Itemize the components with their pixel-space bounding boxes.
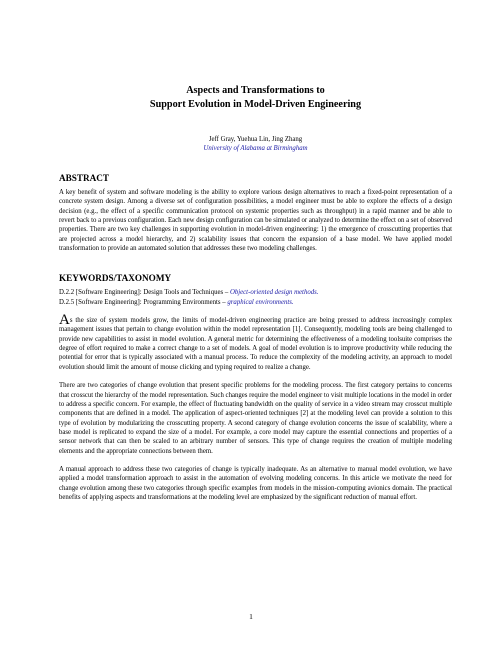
- abstract-body: A key benefit of system and software modeling is the ability to explore various design alternatives to reach a fixed-point representation of a concrete system design. Among a diverse set of configuration possibilities, a model engineer must be able to explore the effects of a design decision (e.g., the effect of a specific communication protocol on systemic properties such as throughput) in a rapid manner and be able to revert back to a previous configuration. Each new design configuration can be simulated or analyzed to determine the effect on a set of observed properties. There are two key challenges in supporting evolution in model-driven engineering: 1) the emergence of crosscutting properties that are projected across a model hierarchy, and 2) scalability issues that concern the expansion of a base model. We have applied model transformation to provide an automated solution that addresses these two modeling challenges.: [59, 189, 452, 253]
- author-list: Jeff Gray, Yuehua Lin, Jing Zhang: [208, 136, 303, 143]
- intro-paragraph-1-text: s the size of system models grow, the limits of model-driven engineering practice are being pressed to address increasingly complex management issues that pertain to change evolution within the model representation [1]. Consequently, modeling tools are being challenged to provide new capabilities to assist in model evolution. A general metric for determining the effectiveness of a modeling toolsuite comprises the degree of effort required to make a correct change to a set of models. A goal of model evolution is to improve productivity while reducing the potential for error that is typically associated with a manual process. To reduce the complexity of the modeling activity, an approach to model evolution should limit the amount of mouse clicking and typing required to realize a change.: [59, 317, 452, 371]
- paper-title: [59, 0, 452, 112]
- keyword-topic: graphical environments.: [227, 298, 294, 306]
- page-number: 1: [249, 612, 253, 621]
- title-line-2: Support Evolution in Model-Driven Engineering: [149, 99, 362, 110]
- title-line-1: Aspects and Transformations to: [186, 85, 325, 96]
- intro-paragraph-2: There are two categories of change evolution that present specific problems for the modeling process. The first category pertains to concerns that crosscut the hierarchy of the model representation. Such changes require the model engineer to visit multiple locations in the model in order to address a specific concern. For example, the effect of fluctuating bandwidth on the quality of service in a video stream may crosscut multiple components that are defined in a model. The application of aspect-oriented techniques [2] at the modeling level can provide a solution to this type of evolution by modularizing the crosscutting property. A second category of change evolution concerns the issue of scalability, where a base model is replicated to expand the size of a model. For example, a core model may capture the essential connections and properties of a sensor network that can then be scaled to an arbitrary number of sensors. This type of change requires the creation of multiple modeling elements and the appropriate connections between them.: [59, 382, 452, 455]
- keyword-line-2: [59, 298, 452, 307]
- intro-paragraph-3: A manual approach to address these two categories of change is typically inadequate. As an alternative to manual model evolution, we have applied a model transformation approach to assist in the automation of evolving modeling concerns. In this article we motivate the need for change evolution among these two categories through specific examples from models in the mission-computing avionics domain. The practical benefits of applying aspects and transformations at the modeling level are emphasized by the significant reduction of manual effort.: [59, 465, 452, 501]
- keyword-topic: Object-oriented design methods.: [229, 289, 319, 297]
- affiliation: University of Alabama at Birmingham: [203, 145, 308, 152]
- keyword-line-1: [59, 288, 452, 297]
- drop-cap-letter: A: [59, 312, 70, 329]
- keyword-code: D.2.2 [Software Engineering]: Design Tools and Techniques: [59, 289, 224, 297]
- keyword-separator: –: [223, 289, 230, 297]
- intro-paragraph-1: [59, 312, 452, 372]
- keyword-code: D.2.5 [Software Engineering]: Programming Environments: [59, 298, 221, 306]
- abstract-heading: ABSTRACT: [59, 173, 110, 183]
- keyword-separator: –: [220, 298, 228, 306]
- keywords-heading: KEYWORDS/TAXONOMY: [59, 273, 172, 284]
